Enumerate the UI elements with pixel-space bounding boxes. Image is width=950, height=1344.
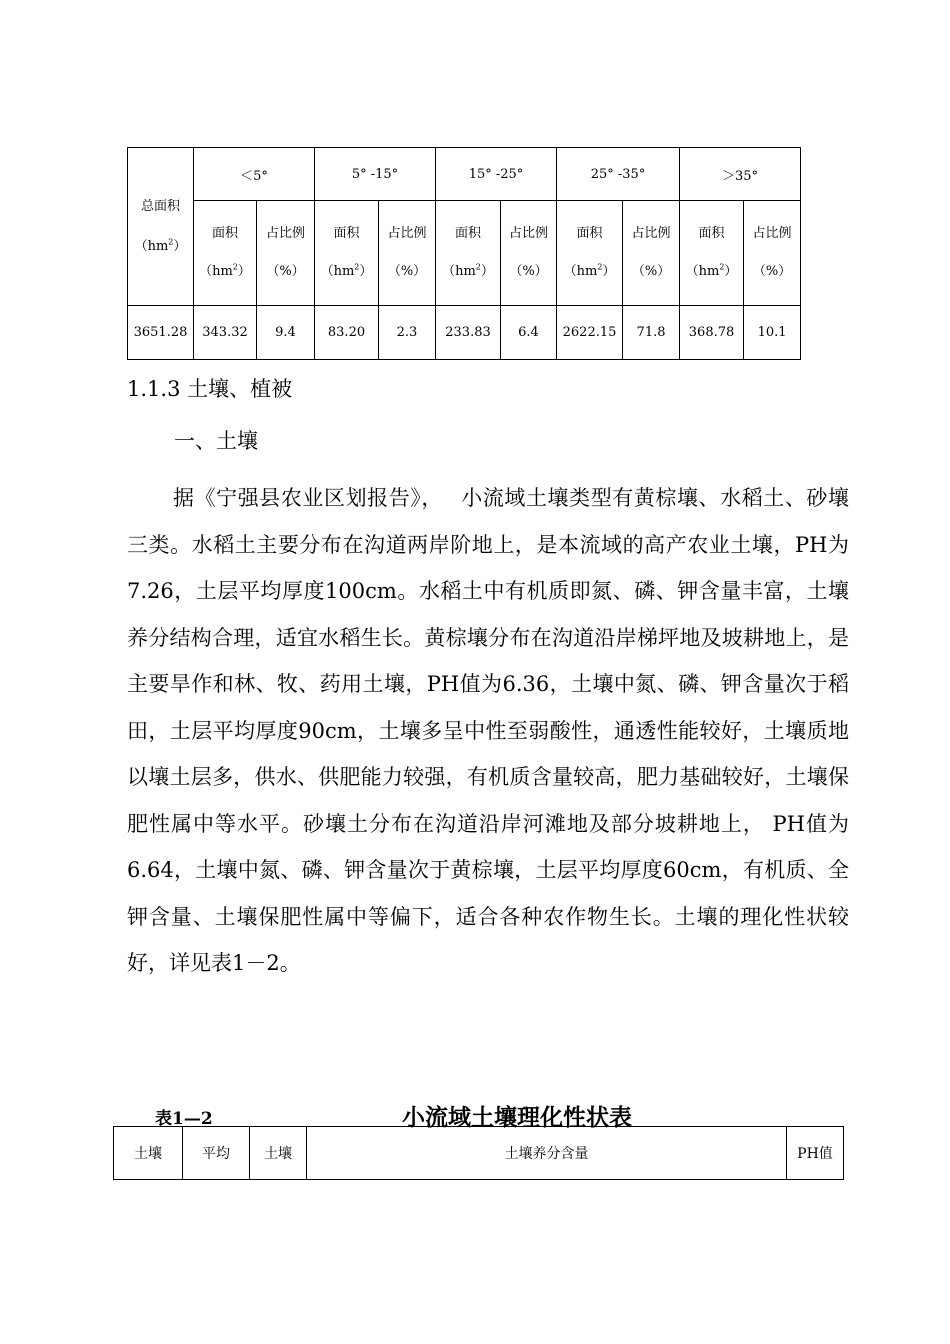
sub-heading: 一、土壤 bbox=[174, 429, 258, 453]
ratio-header: 占比例 （%） bbox=[501, 201, 557, 306]
ratio-header: 占比例 （%） bbox=[257, 201, 315, 306]
total-area-header: 总面积 $(hm^2)$ bbox=[128, 148, 194, 306]
range-header: ＞35° bbox=[680, 148, 801, 201]
ratio-value: 10.1 bbox=[744, 306, 801, 360]
ratio-header: 占比例 （%） bbox=[623, 201, 680, 306]
area-header: 面积 $(hm^2)$ bbox=[315, 201, 379, 306]
section-heading: 1.1.3 土壤、植被 bbox=[127, 377, 293, 401]
total-area-value: 3651.28 bbox=[128, 306, 194, 360]
area-value: 233.83 bbox=[436, 306, 501, 360]
soil-paragraph bbox=[127, 475, 849, 987]
range-header: 5° -15° bbox=[315, 148, 436, 201]
ratio-value: 2.3 bbox=[379, 306, 436, 360]
area-value: 343.32 bbox=[194, 306, 257, 360]
ratio-value: 71.8 bbox=[623, 306, 680, 360]
area-value: 2622.15 bbox=[557, 306, 623, 360]
ratio-value: 9.4 bbox=[257, 306, 315, 360]
area-header: 面积 $(hm^2)$ bbox=[557, 201, 623, 306]
area-header: 面积 $(hm^2)$ bbox=[680, 201, 744, 306]
area-header: 面积 $(hm^2)$ bbox=[194, 201, 257, 306]
range-header: 25° -35° bbox=[557, 148, 680, 201]
soil-properties-table bbox=[113, 1126, 844, 1180]
table-number: 表1—2 bbox=[155, 1109, 213, 1129]
average-header: 平均 bbox=[183, 1127, 250, 1180]
ratio-value: 6.4 bbox=[501, 306, 557, 360]
paragraph-text: 据《宁强县农业区划报告》， 小流域土壤类型有黄棕壤、水稻土、砂壤三类。水稻土主要分布在沟道两岸阶地上，是本流域的高产农业土壤，PH为7.26，土层平均厚度100cm。水稻土中有机质即氮、磷、钾含量丰富，土壤养分结构合理，适宜水稻生长。黄棕壤分布在沟道沿岸梯坪地及坡耕地上，是主要旱作和林、牧、药用土壤，PH值为6.36，土壤中氮、磷、钾含量次于稻田，土层平均厚度90cm，土壤多呈中性至弱酸性，通透性能较好，土壤质地以壤土层多，供水、供肥能力较强，有机质含量较高，肥力基础较好，土壤保肥性属中等水平。砂壤土分布在沟道沿岸河滩地及部分坡耕地上， PH值为6.64，土壤中氮、磷、钾含量次于黄棕壤，土层平均厚度60cm，有机质、全钾含量、土壤保肥性属中等偏下，适合各种农作物生长。土壤的理化性状较好，详见表1－2。 bbox=[127, 486, 849, 975]
ratio-header: 占比例 （%） bbox=[744, 201, 801, 306]
ratio-header: 占比例 （%） bbox=[379, 201, 436, 306]
soil-header: 土壤 bbox=[114, 1127, 183, 1180]
area-header: 面积 $(hm^2)$ bbox=[436, 201, 501, 306]
area-value: 368.78 bbox=[680, 306, 744, 360]
table-title: 小流域土壤理化性状表 bbox=[402, 1104, 632, 1131]
soil-header: 土壤 bbox=[250, 1127, 307, 1180]
area-value: 83.20 bbox=[315, 306, 379, 360]
ph-header: PH值 bbox=[787, 1127, 844, 1180]
range-header: ＜5° bbox=[194, 148, 315, 201]
range-header: 15° -25° bbox=[436, 148, 557, 201]
nutrient-content-header: 土壤养分含量 bbox=[307, 1127, 787, 1180]
slope-distribution-table bbox=[127, 147, 801, 360]
